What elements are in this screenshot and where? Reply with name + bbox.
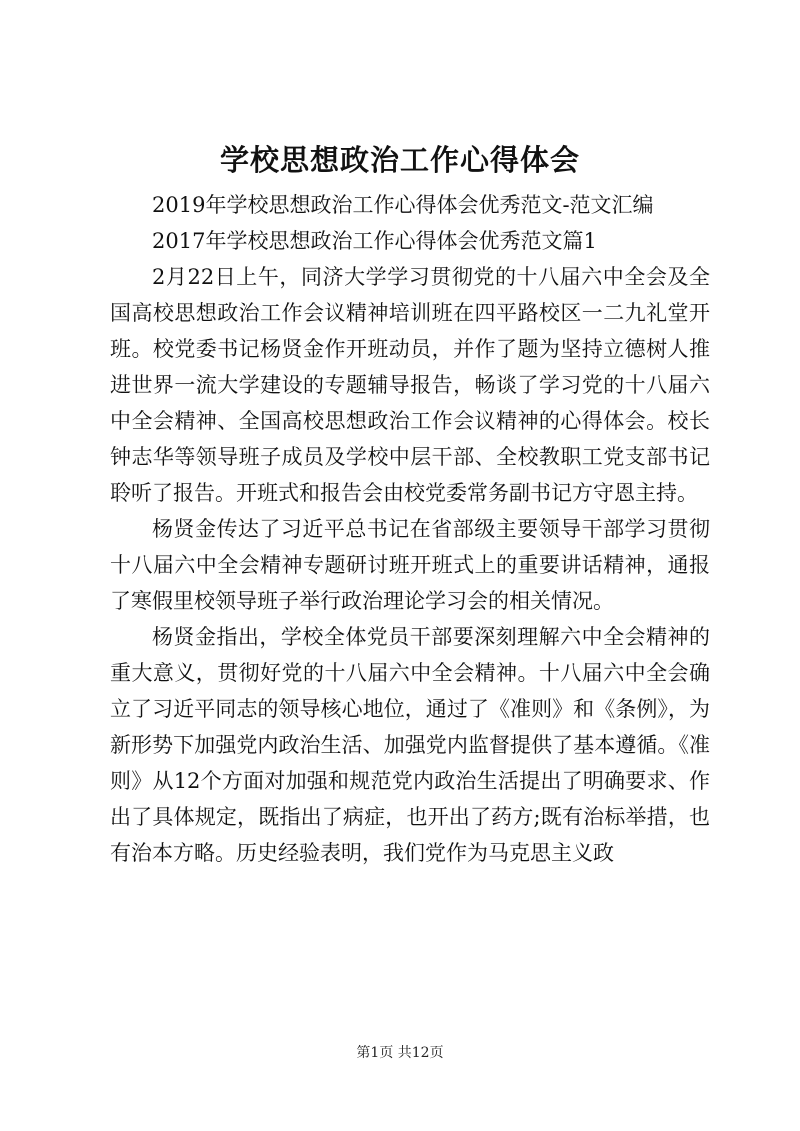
paragraph: 杨贤金传达了习近平总书记在省部级主要领导干部学习贯彻十八届六中全会精神专题研讨班开班式上的重要讲话精神，通报了寒假里校领导班子举行政治理论学习会的相关情况。 <box>110 517 710 613</box>
document-body <box>110 187 710 871</box>
paragraph: 杨贤金指出，学校全体党员干部要深刻理解六中全会精神的重大意义，贯彻好党的十八届六中全会精神。十八届六中全会确立了习近平同志的领导核心地位，通过了《准则》和《条例》，为新形势下加强党内政治生活、加强党内监督提供了基本遵循。《准则》从12个方面对加强和规范党内政治生活提出了明确要求、作出了具体规定，既指出了病症，也开出了药方;既有治标举措，也有治本方略。历史经验表明，我们党作为马克思主义政 <box>110 625 710 865</box>
subtitle-line: 2019年学校思想政治工作心得体会优秀范文-范文汇编 <box>152 193 654 217</box>
section-heading: 2017年学校思想政治工作心得体会优秀范文篇1 <box>152 229 597 253</box>
page-number-footer: 第1页 共12页 <box>356 1045 444 1061</box>
document-title: 学校思想政治工作心得体会 <box>219 143 580 177</box>
paragraph: 2月22日上午，同济大学学习贯彻党的十八届六中全会及全国高校思想政治工作会议精神培训班在四平路校区一二九礼堂开班。校党委书记杨贤金作开班动员，并作了题为坚持立德树人推进世界一流大学建设的专题辅导报告，畅谈了学习党的十八届六中全会精神、全国高校思想政治工作会议精神的心得体会。校长钟志华等领导班子成员及学校中层干部、全校教职工党支部书记聆听了报告。开班式和报告会由校党委常务副书记方守恩主持。 <box>110 265 710 505</box>
